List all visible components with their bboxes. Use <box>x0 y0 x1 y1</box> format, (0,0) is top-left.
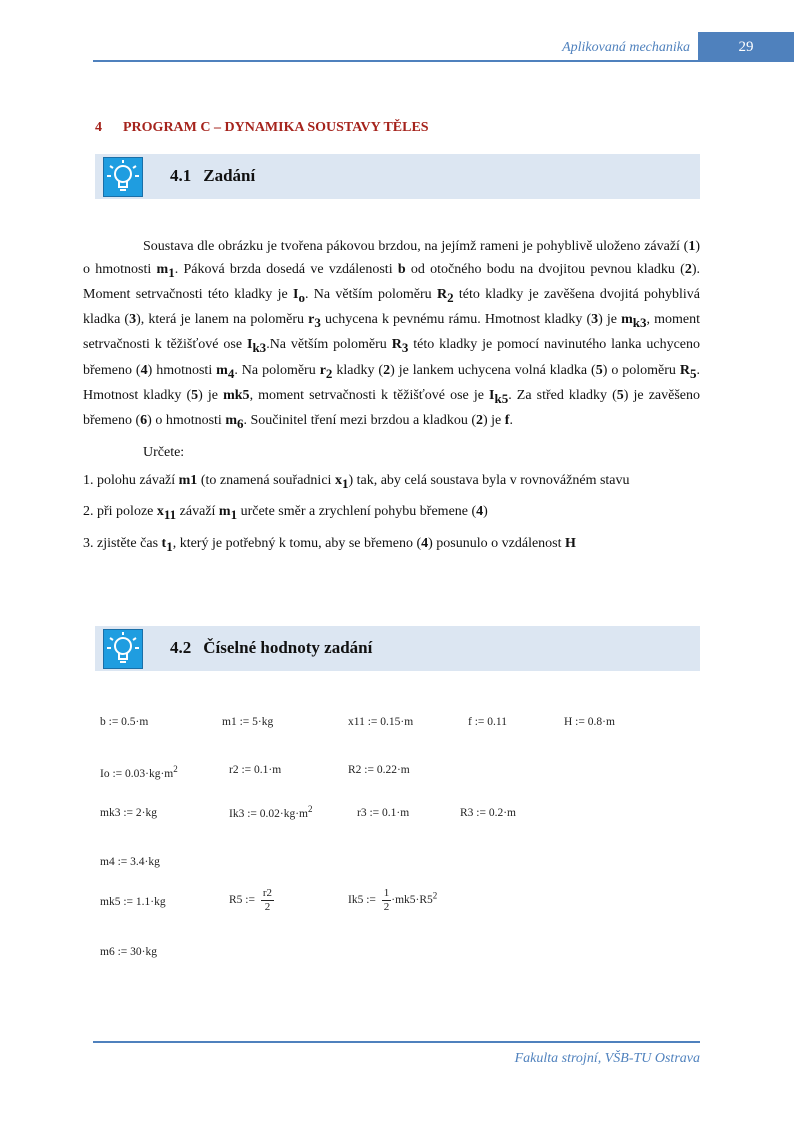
value-R5: R5 := $\frac{r2}{2}$ <box>229 887 273 913</box>
value-m6: m6 := 30·kg <box>100 946 157 958</box>
section-heading-zadani <box>95 154 700 199</box>
list-item: 3. zjistěte čas $t_1$, který je potřebný k tomu, aby se břemeno (4) posunulo o vzdálenost H <box>83 535 576 554</box>
chapter-heading <box>95 120 429 136</box>
section-title: 4.1 Zadání <box>170 166 256 185</box>
section-heading-ciselne-hodnoty <box>95 626 700 671</box>
lightbulb-icon <box>103 157 143 197</box>
value-Io: Io := $0.03\cdot kg\cdot m^2$ <box>100 764 178 780</box>
value-R3: R3 := 0.2·m <box>460 807 517 819</box>
value-r3: r3 := 0.1·m <box>357 807 410 819</box>
value-x11: x11 := 0.15·m <box>348 716 414 728</box>
page-number: 29 <box>698 32 794 62</box>
footer-rule <box>93 1041 700 1043</box>
running-header-title: Aplikovaná mechanika <box>562 40 690 55</box>
value-Ik3: Ik3 := $0.02\cdot kg\cdot m^2$ <box>229 804 313 820</box>
value-R2: R2 := 0.22·m <box>348 764 410 776</box>
chapter-number: 4 <box>95 120 102 135</box>
value-f: f := 0.11 <box>468 716 507 728</box>
value-r2: r2 := 0.1·m <box>229 764 282 776</box>
section-title: 4.2 Číselné hodnoty zadání <box>170 638 373 657</box>
value-m4: m4 := 3.4·kg <box>100 856 160 868</box>
value-mk5: mk5 := 1.1·kg <box>100 896 166 908</box>
assignment-text <box>83 236 700 564</box>
list-item: 2. při poloze $x_{11}$ závaží $m_1$ určete směr a zrychlení pohybu břemene (4) <box>83 504 488 523</box>
value-mk3: mk3 := 2·kg <box>100 807 157 819</box>
task-intro: Určete: <box>143 444 185 460</box>
value-b: b := 0.5·m <box>100 716 149 728</box>
chapter-title: PROGRAM C – DYNAMIKA SOUSTAVY TĚLES <box>123 120 429 135</box>
list-item: 1. polohu závaží m1 (to znamená souřadnici $x_1$) tak, aby celá soustava byla v rovnovážném stavu <box>83 473 630 491</box>
footer-text: Fakulta strojní, VŠB-TU Ostrava <box>514 1051 700 1066</box>
task-list <box>83 470 700 558</box>
assignment-paragraph: Soustava dle obrázku je tvořena pákovou brzdou, na jejímž rameni je pohyblivě uloženo závaží (1) o hmotnosti $m_1$. Páková brzda dosedá ve vzdálenosti b od otočného bodu na dvojitou pevnou kladku (2). Moment setrvačnosti této kladky je $I_o$. Na větším poloměru $R_2$ této kladky je zavěšena dvojitá pohyblivá kladka (3), která je lanem na poloměru $r_3$ uchycena k pevnému rámu. Hmotnost kladky (3) je $m_{k3}$, moment setrvačnosti k těžišťové ose $I_{k3}.Na$ větším poloměru $R_3$ této kladky je pomocí navinutého lanka uchyceno břemeno (4) hmotnosti $m_4$. Na poloměru $r_2$ kladky (2) je lankem uchycena volná kladka (5) o poloměru $R_5$. Hmotnost kladky (5) je mk5, moment setrvačnosti k těžišťové ose je $I_{k5}$. Za střed kladky (5) je zavěšeno břemeno (6) o hmotnosti $m_6$. Součinitel tření mezi brzdou a kladkou (2) je f. <box>83 239 701 432</box>
value-H: H := 0.8·m <box>564 716 615 728</box>
value-m1: m1 := 5·kg <box>222 716 274 728</box>
header-rule <box>93 60 700 62</box>
value-Ik5: Ik5 := $\frac{1}{2}$ $\cdot mk5\cdot R5^2$ <box>348 887 438 913</box>
lightbulb-icon <box>103 629 143 669</box>
